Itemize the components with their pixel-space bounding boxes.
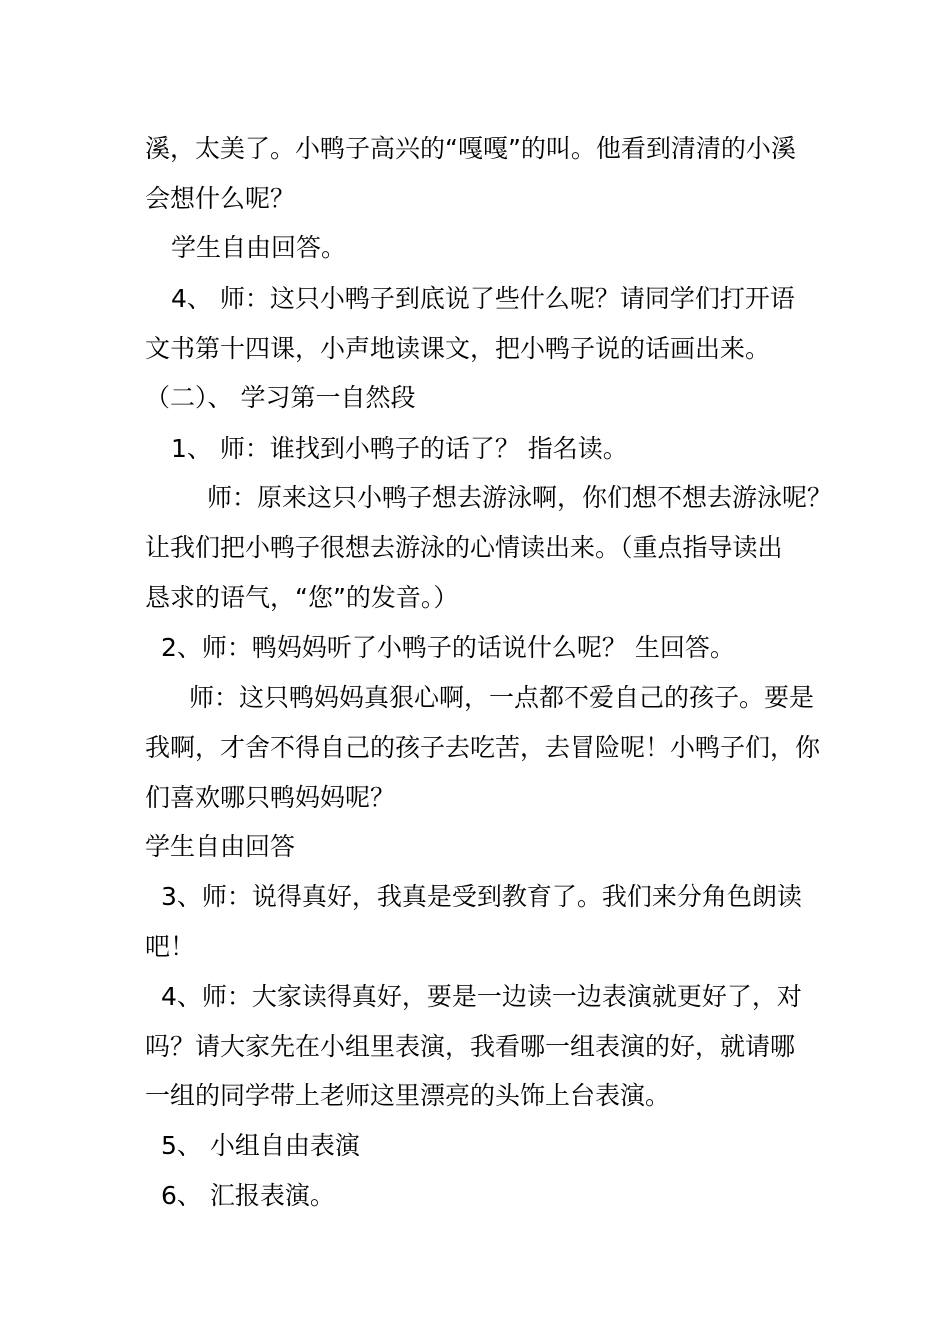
paragraph-line: 吗？请大家先在小组里表演，我看哪一组表演的好，就请哪	[145, 1032, 796, 1061]
paragraph-line: 2、师：鸭妈妈听了小鸭子的话说什么呢？ 生回答。	[161, 633, 735, 662]
paragraph-line: 学生自由回答。	[171, 233, 347, 262]
paragraph-line: 溪，太美了。小鸭子高兴的“嘎嘎”的叫。他看到清清的小溪	[145, 134, 796, 163]
paragraph-line: 师：原来这只小鸭子想去游泳啊，你们想不想去游泳呢？	[207, 483, 833, 512]
paragraph-line: 吧！	[145, 932, 196, 961]
paragraph-line: 4、师：大家读得真好，要是一边读一边表演就更好了，对	[161, 982, 802, 1011]
paragraph-line: 会想什么呢？	[145, 184, 296, 213]
paragraph-line: 恳求的语气，“您”的发音。）	[145, 583, 459, 612]
paragraph-line: 4、 师：这只小鸭子到底说了些什么呢？请同学们打开语	[171, 284, 795, 313]
section-heading: （二）、 学习第一自然段	[145, 383, 416, 412]
paragraph-line: 学生自由回答	[145, 832, 296, 861]
paragraph-line: 6、 汇报表演。	[161, 1181, 335, 1210]
paragraph-line: 3、师：说得真好，我真是受到教育了。我们来分角色朗读	[161, 882, 802, 911]
paragraph-line: 5、 小组自由表演	[161, 1131, 360, 1160]
paragraph-line: 文书第十四课，小声地读课文，把小鸭子说的话画出来。	[145, 334, 771, 363]
paragraph-line: 我啊，才舍不得自己的孩子去吃苦，去冒险呢！小鸭子们，你	[145, 733, 821, 762]
paragraph-line: 让我们把小鸭子很想去游泳的心情读出来。（重点指导读出	[145, 533, 783, 562]
paragraph-line: 们喜欢哪只鸭妈妈呢？	[145, 783, 396, 812]
paragraph-line: 师：这只鸭妈妈真狠心啊，一点都不爱自己的孩子。要是	[189, 683, 815, 712]
paragraph-line: 1、 师：谁找到小鸭子的话了？ 指名读。	[171, 434, 628, 463]
paragraph-line: 一组的同学带上老师这里漂亮的头饰上台表演。	[145, 1081, 671, 1110]
